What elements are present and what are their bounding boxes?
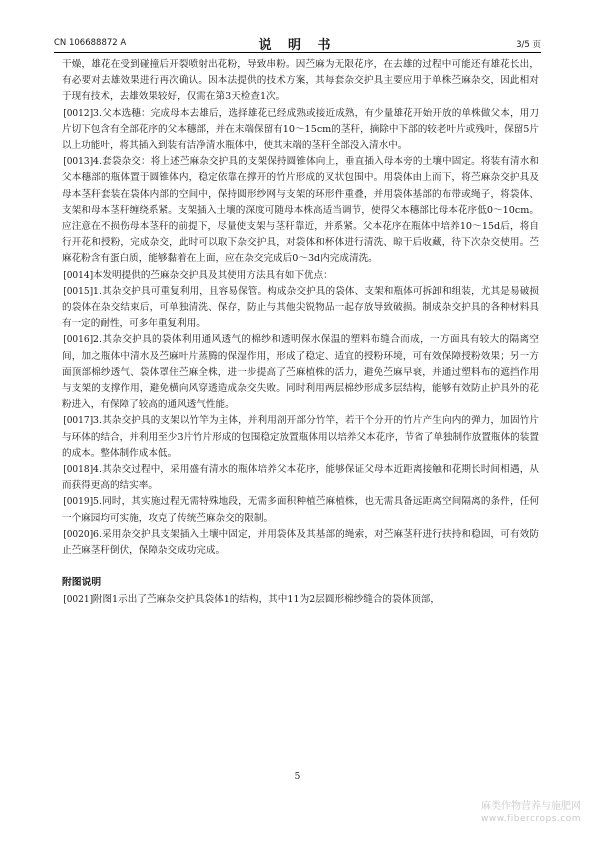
- paragraph-0014: [0014]本发明提供的苎麻杂交护具及其使用方法具有如下优点：: [62, 268, 539, 284]
- paragraph-number: [0013]: [63, 157, 94, 168]
- paragraph-0021: [0021]附图1示出了苎麻杂交护具袋体1的结构，其中11为2层圆形棉纱缝合的袋体顶部，: [62, 592, 539, 608]
- document-title: 说 明 书: [258, 38, 337, 53]
- section-heading: 附图说明: [62, 577, 102, 589]
- paragraph-0020: [0020]6.采用杂交护具支架插入土壤中固定，并用袋体及其基部的绳索，对苎麻茎秆进行扶持和稳固，可有效防止苎麻茎秆倒伏，保障杂交成功完成。: [62, 528, 539, 557]
- paragraph-0017: [0017]3.其杂交护具的支架以竹竿为主体，并利用剖开部分竹竿，若干个分开的竹片产生向内的弹力，加固竹片与环体的结合，并利用至少3片竹片形成的包围稳定放置瓶体用以培养父本花序，节省了单独制作放置瓶体的装置的成本。整体制作成本低。: [62, 415, 539, 459]
- paragraph-continued: 干燥，雄花在受到碰撞后开裂喷射出花粉，导致串粉。因苎麻为无限花序，在去雄的过程中可能还有雄花长出，有必要对去雄效果进行再次确认。因本法提供的技术方案，其每套杂交护具主要应用于单株苎麻杂交，因此相对于现有技术，去雄效果较好，仅需在第3天检查1次。: [62, 59, 539, 103]
- paragraph-number: [0014]: [63, 270, 94, 281]
- paragraph-number: [0020]: [63, 529, 94, 540]
- paragraph-number: [0018]: [63, 465, 94, 476]
- paragraph-0012: [0012]3.父本选穗：完成母本去雄后，选择雄花已经成熟或接近成熟，有少量雄花开始开放的单株做父本，用刀片切下包含有全部花序的父本穗部，并在末端保留有10～15cm的茎秆，摘除中下部的较老叶片或残叶，保留5片以上功能叶，将其插入到装有洁净清水瓶体中，使其末端的茎秆全部没入清水中。: [62, 107, 539, 152]
- watermark-url: www.fibercrops.com: [481, 814, 581, 824]
- patent-number: CN 106688872 A: [54, 38, 127, 48]
- paragraph-number: [0016]: [63, 335, 94, 346]
- page-number: 5: [294, 772, 301, 782]
- paragraph-number: [0021]: [63, 594, 94, 605]
- watermark-title: 麻类作物营养与施肥网: [481, 801, 581, 812]
- paragraph-0013: [0013]4.套袋杂交：将上述苎麻杂交护具的支架保持圆锥体向上，垂直插入母本旁的土壤中固定。将装有清水和父本穗部的瓶体置于圆锥体内，稳定依靠在撑开的竹片形成的叉状包围中。用袋体由上而下，将苎麻杂交护具及母本茎秆套装在袋体内部的空间中，保持圆形纱网与支架的环形件重叠，并用袋体基部的布带或绳子，将袋体、支架和母本茎秆缠绕系紧。支架插入土壤的深度可随母本株高适当调节，使得父本穗部比母本花序低0～10cm。应注意在不损伤母本茎秆的前提下，尽量使支架与茎秆靠近，并系紧。父本花序在瓶体中培养10～15d后，将自行开花和授粉，完成杂交，此时可以取下杂交护具，对袋体和杯体进行清洗、晾干后收藏，待下次杂交使用。苎麻花粉含有蛋白质，能够黏着在上面，应在杂交完成后0～3d内完成清洗。: [62, 156, 539, 265]
- paragraph-number: [0012]: [63, 108, 94, 119]
- document-body: [62, 57, 539, 608]
- paragraph-number: [0019]: [63, 497, 94, 508]
- paragraph-0019: [0019]5.同时，其实施过程无需特殊地段，无需多面积种植苎麻植株，也无需具备远距离空间隔离的条件，任何一个麻园均可实施，攻克了传统苎麻杂交的限制。: [62, 496, 539, 524]
- paragraph-0015: [0015]1.其杂交护具可重复利用，且容易保管。构成杂交护具的袋体、支架和瓶体可拆卸和组装，尤其是易破损的袋体在杂交结束后，可单独清洗、保存，防止与其他尖锐物品一起存放导致破损。制成杂交护具的各种材料具有一定的耐性，可多年重复利用。: [62, 285, 539, 330]
- header-rule: [54, 52, 541, 53]
- paragraph-0018: [0018]4.其杂交过程中，采用盛有清水的瓶体培养父本花序，能够保证父母本近距离接触和花期长时间相遇，从而获得更高的结实率。: [62, 464, 539, 492]
- page-header: [54, 36, 541, 53]
- watermark: [481, 800, 581, 826]
- page-of-total: 3/5 页: [516, 40, 541, 50]
- paragraph-0016: [0016]2.其杂交护具的袋体利用通风透气的棉纱和透明保水保温的塑料布缝合而成，一方面具有较大的隔离空间，加之瓶体中清水及苎麻叶片蒸腾的保湿作用，形成了稳定、适宜的授粉环境，可有效保障授粉效果；另一方面顶部棉纱透气、袋体罩住苎麻全株，进一步提高了苎麻植株的活力，避免苎麻早衰，并通过塑料布的遮挡作用与支架的支撑作用，避免横向风穿透造成杂交失败。同时利用两层棉纱形成多层结构，能够有效防止护具外的花粉进入，有保障了较高的通风透气性能。: [62, 334, 539, 411]
- paragraph-number: [0017]: [63, 416, 94, 427]
- paragraph-number: [0015]: [63, 286, 94, 297]
